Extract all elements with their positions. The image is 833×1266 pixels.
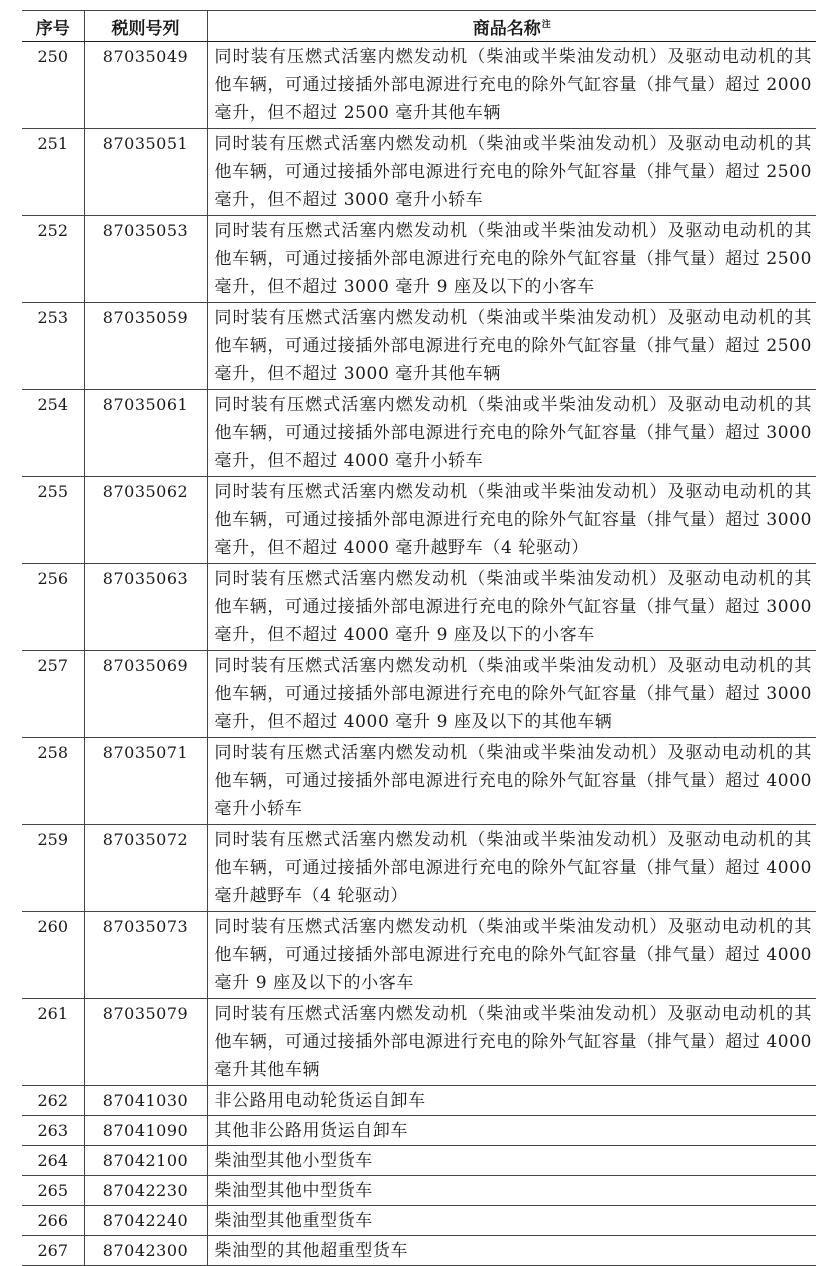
row-product-name: 同时装有压燃式活塞内燃发动机（柴油或半柴油发动机）及驱动电动机的其他车辆，可通过接插外部电源进行充电的除外气缸容量（排气量）超过 2500 毫升，但不超过 3000 毫升 9 座及以下的小客车 <box>207 216 816 303</box>
row-serial-number: 256 <box>22 564 84 651</box>
row-product-name: 同时装有压燃式活塞内燃发动机（柴油或半柴油发动机）及驱动电动机的其他车辆，可通过接插外部电源进行充电的除外气缸容量（排气量）超过 2500 毫升，但不超过 3000 毫升其他车辆 <box>207 303 816 390</box>
table-row <box>22 1236 816 1266</box>
row-serial-number: 265 <box>22 1176 84 1206</box>
table-row <box>22 477 816 564</box>
table-row <box>22 129 816 216</box>
row-serial-number: 253 <box>22 303 84 390</box>
table-header-row <box>22 11 816 42</box>
row-serial-number: 257 <box>22 651 84 738</box>
table-row <box>22 564 816 651</box>
table-row <box>22 1176 816 1206</box>
row-product-name: 同时装有压燃式活塞内燃发动机（柴油或半柴油发动机）及驱动电动机的其他车辆，可通过接插外部电源进行充电的除外气缸容量（排气量）超过 4000 毫升 9 座及以下的小客车 <box>207 912 816 999</box>
row-serial-number: 261 <box>22 999 84 1086</box>
table-row <box>22 216 816 303</box>
row-serial-number: 260 <box>22 912 84 999</box>
table-row <box>22 303 816 390</box>
row-tariff-code: 87035049 <box>84 42 207 129</box>
row-serial-number: 250 <box>22 42 84 129</box>
row-tariff-code: 87035059 <box>84 303 207 390</box>
row-product-name: 非公路用电动轮货运自卸车 <box>207 1086 816 1116</box>
row-tariff-code: 87042240 <box>84 1206 207 1236</box>
row-tariff-code: 87035061 <box>84 390 207 477</box>
header-tariff-code: 税则号列 <box>84 11 207 42</box>
row-product-name: 同时装有压燃式活塞内燃发动机（柴油或半柴油发动机）及驱动电动机的其他车辆，可通过接插外部电源进行充电的除外气缸容量（排气量）超过 4000 毫升小轿车 <box>207 738 816 825</box>
table-row <box>22 999 816 1086</box>
row-tariff-code: 87035073 <box>84 912 207 999</box>
row-serial-number: 251 <box>22 129 84 216</box>
row-product-name: 其他非公路用货运自卸车 <box>207 1116 816 1146</box>
table-row <box>22 42 816 129</box>
table-row <box>22 1086 816 1116</box>
header-product-name <box>207 11 816 42</box>
table-row <box>22 1206 816 1236</box>
table-row <box>22 738 816 825</box>
row-tariff-code: 87042230 <box>84 1176 207 1206</box>
row-tariff-code: 87035062 <box>84 477 207 564</box>
row-tariff-code: 87041030 <box>84 1086 207 1116</box>
row-product-name: 同时装有压燃式活塞内燃发动机（柴油或半柴油发动机）及驱动电动机的其他车辆，可通过接插外部电源进行充电的除外气缸容量（排气量）超过 3000 毫升，但不超过 4000 毫升越野车（4 轮驱动） <box>207 477 816 564</box>
row-product-name: 柴油型其他小型货车 <box>207 1146 816 1176</box>
row-serial-number: 267 <box>22 1236 84 1266</box>
row-tariff-code: 87035072 <box>84 825 207 912</box>
table-row <box>22 651 816 738</box>
table-row <box>22 825 816 912</box>
table-row <box>22 912 816 999</box>
row-tariff-code: 87035051 <box>84 129 207 216</box>
row-tariff-code: 87041090 <box>84 1116 207 1146</box>
row-tariff-code: 87035063 <box>84 564 207 651</box>
row-serial-number: 254 <box>22 390 84 477</box>
row-tariff-code: 87035079 <box>84 999 207 1086</box>
row-product-name: 同时装有压燃式活塞内燃发动机（柴油或半柴油发动机）及驱动电动机的其他车辆，可通过接插外部电源进行充电的除外气缸容量（排气量）超过 2000 毫升，但不超过 2500 毫升其他车辆 <box>207 42 816 129</box>
row-tariff-code: 87042100 <box>84 1146 207 1176</box>
row-tariff-code: 87042300 <box>84 1236 207 1266</box>
row-product-name: 同时装有压燃式活塞内燃发动机（柴油或半柴油发动机）及驱动电动机的其他车辆，可通过接插外部电源进行充电的除外气缸容量（排气量）超过 3000 毫升，但不超过 4000 毫升 9 座及以下的小客车 <box>207 564 816 651</box>
table-row <box>22 1116 816 1146</box>
table-row <box>22 390 816 477</box>
row-serial-number: 259 <box>22 825 84 912</box>
row-product-name: 柴油型其他中型货车 <box>207 1176 816 1206</box>
row-product-name: 柴油型其他重型货车 <box>207 1206 816 1236</box>
tariff-document <box>22 10 816 1266</box>
row-serial-number: 255 <box>22 477 84 564</box>
row-product-name: 同时装有压燃式活塞内燃发动机（柴油或半柴油发动机）及驱动电动机的其他车辆，可通过接插外部电源进行充电的除外气缸容量（排气量）超过 4000 毫升越野车（4 轮驱动） <box>207 825 816 912</box>
row-serial-number: 264 <box>22 1146 84 1176</box>
header-note-mark: 注 <box>541 19 551 30</box>
row-serial-number: 263 <box>22 1116 84 1146</box>
row-tariff-code: 87035053 <box>84 216 207 303</box>
row-product-name: 同时装有压燃式活塞内燃发动机（柴油或半柴油发动机）及驱动电动机的其他车辆，可通过接插外部电源进行充电的除外气缸容量（排气量）超过 4000 毫升其他车辆 <box>207 999 816 1086</box>
row-tariff-code: 87035069 <box>84 651 207 738</box>
row-product-name: 同时装有压燃式活塞内燃发动机（柴油或半柴油发动机）及驱动电动机的其他车辆，可通过接插外部电源进行充电的除外气缸容量（排气量）超过 3000 毫升，但不超过 4000 毫升小轿车 <box>207 390 816 477</box>
row-serial-number: 252 <box>22 216 84 303</box>
row-product-name: 柴油型的其他超重型货车 <box>207 1236 816 1266</box>
table-row <box>22 1146 816 1176</box>
row-serial-number: 258 <box>22 738 84 825</box>
row-product-name: 同时装有压燃式活塞内燃发动机（柴油或半柴油发动机）及驱动电动机的其他车辆，可通过接插外部电源进行充电的除外气缸容量（排气量）超过 2500 毫升，但不超过 3000 毫升小轿车 <box>207 129 816 216</box>
row-serial-number: 262 <box>22 1086 84 1116</box>
header-product-name-label: 商品名称 <box>472 18 541 39</box>
tariff-table <box>22 10 816 1266</box>
row-product-name: 同时装有压燃式活塞内燃发动机（柴油或半柴油发动机）及驱动电动机的其他车辆，可通过接插外部电源进行充电的除外气缸容量（排气量）超过 3000 毫升，但不超过 4000 毫升 9 座及以下的其他车辆 <box>207 651 816 738</box>
row-serial-number: 266 <box>22 1206 84 1236</box>
header-serial-number: 序号 <box>22 11 84 42</box>
row-tariff-code: 87035071 <box>84 738 207 825</box>
